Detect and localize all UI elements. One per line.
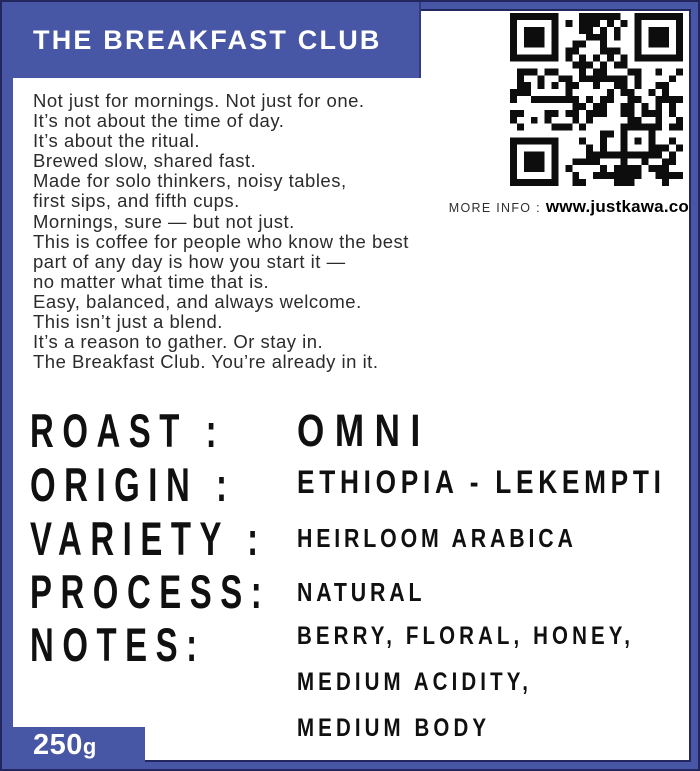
description-line: first sips, and fifth cups.	[33, 190, 240, 212]
spec-value-line: MEDIUM BODY	[297, 714, 491, 742]
spec-row-process	[30, 564, 695, 616]
description-line: The Breakfast Club. You’re already in it.	[33, 351, 379, 373]
spec-value-variety: HEIRLOOM ARABICA	[297, 523, 577, 553]
weight-badge	[2, 727, 145, 763]
weight-unit: g	[82, 733, 97, 759]
description-line: no matter what time that is.	[33, 270, 270, 292]
description-line: It’s a reason to gather. Or stay in.	[33, 331, 324, 353]
description-line: Easy, balanced, and always welcome.	[33, 290, 362, 312]
more-info-label: MORE INFO :	[448, 201, 541, 215]
spec-key-notes: NOTES:	[30, 618, 206, 671]
spec-row-roast	[30, 403, 695, 455]
spec-value-line: BERRY, FLORAL, HONEY,	[297, 622, 635, 650]
spec-row-variety	[30, 511, 695, 563]
brand-title: THE BREAKFAST CLUB	[33, 24, 382, 55]
spec-key-variety: VARIETY :	[30, 512, 267, 565]
description	[33, 91, 409, 372]
description-line: This isn’t just a blend.	[33, 311, 223, 333]
qr-code-icon	[510, 13, 683, 186]
weight-value: 250	[33, 728, 83, 761]
description-line: It’s not about the time of day.	[33, 110, 285, 132]
website-url: www.justkawa.co	[545, 197, 689, 216]
description-line: Not just for mornings. Not just for one.	[33, 90, 365, 111]
description-line: This is coffee for people who know the best	[33, 230, 409, 252]
spec-row-notes	[30, 617, 695, 742]
qr-caption	[449, 197, 689, 217]
spec-value-line: MEDIUM ACIDITY,	[297, 668, 532, 696]
spec-key-process: PROCESS:	[30, 565, 271, 618]
spec-value-process: NATURAL	[297, 577, 426, 607]
spec-row-origin	[30, 457, 695, 509]
description-line: Brewed slow, shared fast.	[33, 150, 257, 172]
spec-value-roast: OMNI	[297, 405, 431, 456]
header-band	[2, 2, 421, 78]
description-line: It’s about the ritual.	[33, 130, 200, 152]
description-line: Mornings, sure — but not just.	[33, 210, 295, 232]
spec-value-origin: ETHIOPIA - LEKEMPTI	[297, 464, 666, 500]
description-line: part of any day is how you start it —	[33, 250, 346, 272]
description-line: Made for solo thinkers, noisy tables,	[33, 170, 347, 192]
spec-value-notes	[297, 613, 700, 751]
spec-key-origin: ORIGIN :	[30, 458, 236, 511]
spec-key-roast: ROAST :	[30, 404, 226, 457]
weight-text	[33, 729, 96, 762]
